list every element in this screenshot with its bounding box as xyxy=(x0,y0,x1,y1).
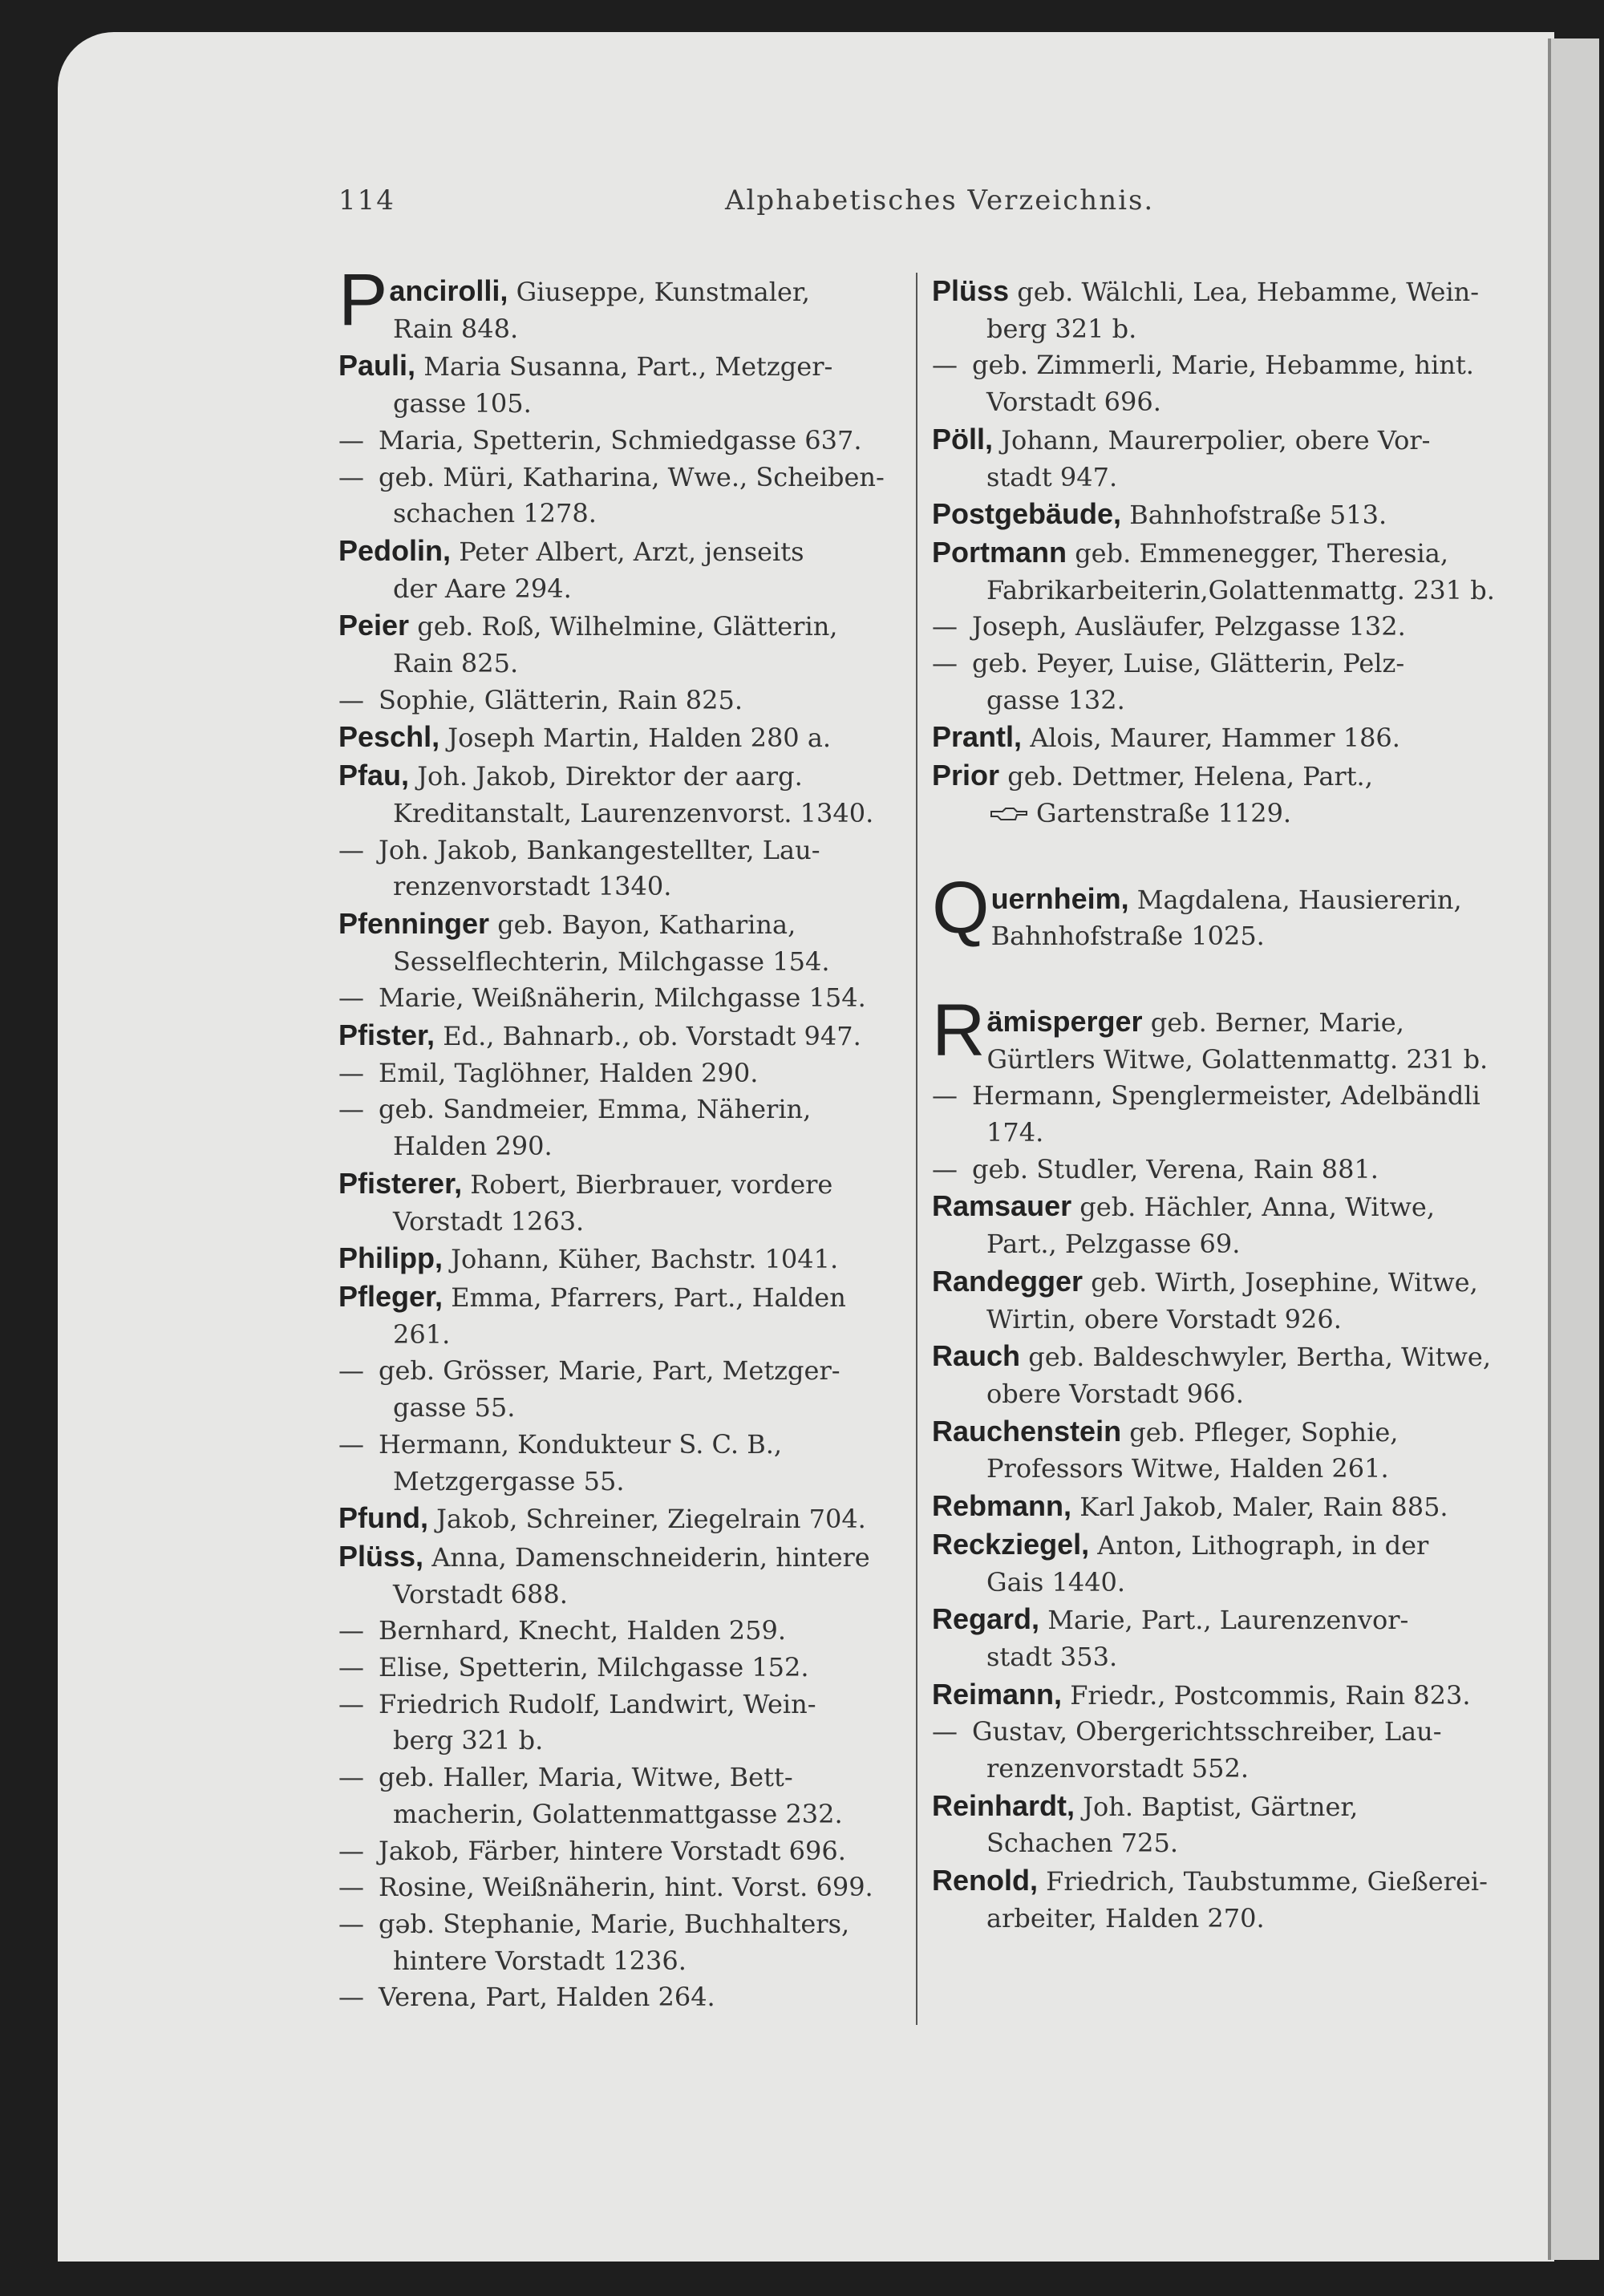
directory-entry xyxy=(338,460,908,532)
entry-text: Joseph, Ausläufer, Pelzgasse 132. xyxy=(972,611,1406,642)
entry-text: geb. Emmenegger, Theresia, xyxy=(1075,537,1449,569)
directory-entry xyxy=(338,832,908,905)
ditto-dash xyxy=(338,1091,379,1128)
entry-text: geb. Zimmerli, Marie, Hebamme, hint. xyxy=(972,350,1474,381)
entry-name: Reckziegel, xyxy=(932,1527,1090,1561)
directory-entry xyxy=(338,1906,908,1979)
entry-text: Friedrich Rudolf, Landwirt, Wein- xyxy=(379,1688,816,1719)
ditto-dash xyxy=(932,609,972,646)
ditto-dash xyxy=(338,682,379,719)
entry-text: Joseph Martin, Halden 280 a. xyxy=(448,723,832,754)
entry-text: Karl Jakob, Maler, Rain 885. xyxy=(1079,1492,1448,1523)
entry-text: Fabrikarbeiterin,Golattenmattg. 231 b. xyxy=(986,574,1495,605)
entry-name: Pfleger, xyxy=(338,1279,444,1313)
ditto-dash xyxy=(338,1833,379,1870)
entry-name: Pfister, xyxy=(338,1018,435,1052)
entry-text: Sesselflechterin, Milchgasse 154. xyxy=(393,946,830,977)
entry-text: Bahnhofstraße 513. xyxy=(1129,500,1387,531)
entry-text: geb. Hächler, Anna, Witwe, xyxy=(1079,1192,1435,1223)
directory-entry xyxy=(338,1427,908,1500)
entry-text: Rosine, Weißnäherin, hint. Vorst. 699. xyxy=(379,1872,873,1903)
directory-entry xyxy=(338,1759,908,1832)
entry-text: Wirtin, obere Vorstadt 926. xyxy=(986,1303,1342,1334)
entry-text: Bernhard, Knecht, Halden 259. xyxy=(379,1615,787,1646)
entry-text: geb. Roß, Wilhelmine, Glätterin, xyxy=(417,611,838,642)
entry-text: gasse 105. xyxy=(393,388,532,419)
entry-name: Pfau, xyxy=(338,759,410,792)
directory-entry xyxy=(932,1413,1501,1488)
entry-name: Prantl, xyxy=(932,720,1023,754)
entry-name: Reimann, xyxy=(932,1677,1063,1711)
entry-text: Verena, Part, Halden 264. xyxy=(379,1982,715,2013)
ditto-dash xyxy=(932,347,972,384)
entry-text: Alois, Maurer, Hammer 186. xyxy=(1030,723,1400,754)
column-divider xyxy=(916,273,917,2025)
directory-entry xyxy=(932,1338,1501,1412)
ditto-dash xyxy=(338,423,379,460)
entry-text: Part., Pelzgasse 69. xyxy=(986,1229,1241,1260)
section-initial: Q xyxy=(932,866,990,949)
directory-entry xyxy=(932,1078,1501,1151)
entry-name: Rauchenstein xyxy=(932,1414,1122,1448)
entry-text: 261. xyxy=(393,1318,451,1350)
entry-text: geb. Baldeschwyler, Bertha, Witwe, xyxy=(1028,1342,1491,1373)
directory-entry xyxy=(932,496,1501,534)
ditto-dash xyxy=(932,1152,972,1188)
entry-text: geb. Berner, Marie, xyxy=(1150,1006,1404,1038)
entry-text: Vorstadt 688. xyxy=(393,1578,568,1610)
entry-text: Friedrich, Taubstumme, Gießerei- xyxy=(1046,1866,1488,1897)
directory-entry xyxy=(932,347,1501,420)
ditto-dash xyxy=(338,1906,379,1943)
directory-entry xyxy=(338,1353,908,1426)
entry-name: Pfenninger xyxy=(338,906,490,940)
directory-entry xyxy=(338,1165,908,1240)
entry-text: renzenvorstadt 1340. xyxy=(393,871,672,902)
entry-name: ämisperger xyxy=(986,1004,1143,1038)
entry-name: Philipp, xyxy=(338,1241,443,1275)
directory-entry xyxy=(932,1188,1501,1262)
directory-entry xyxy=(338,980,908,1017)
directory-entry xyxy=(338,1687,908,1759)
directory-entry xyxy=(932,866,1501,955)
entry-text: Maria, Spetterin, Schmiedgasse 637. xyxy=(379,424,862,456)
entry-text: geb. Müri, Katharina, Wwe., Scheiben- xyxy=(379,461,885,492)
entry-text: Peter Albert, Arzt, jenseits xyxy=(459,536,804,567)
entry-text: Metzgergasse 55. xyxy=(393,1465,625,1496)
entry-name: Peier xyxy=(338,609,410,642)
entry-text: Schachen 725. xyxy=(986,1828,1179,1859)
directory-entry xyxy=(338,1055,908,1092)
ditto-dash xyxy=(338,980,379,1017)
ditto-dash xyxy=(932,646,972,682)
left-column xyxy=(338,259,908,2016)
directory-entry xyxy=(338,259,908,347)
directory-entry xyxy=(338,423,908,460)
entry-text: Ed., Bahnarb., ob. Vorstadt 947. xyxy=(443,1021,861,1052)
entry-text: Hermann, Spenglermeister, Adelbändli xyxy=(972,1080,1480,1112)
ditto-dash xyxy=(932,1078,972,1115)
directory-entry xyxy=(932,757,1501,832)
ditto-dash xyxy=(338,832,379,869)
entry-text: renzenvorstadt 552. xyxy=(986,1753,1250,1784)
directory-entry xyxy=(338,1017,908,1055)
directory-entry xyxy=(932,421,1501,496)
entry-text: Elise, Spetterin, Milchgasse 152. xyxy=(379,1652,809,1683)
entry-name: Postgebäude, xyxy=(932,497,1122,531)
entry-text: geb. Wirth, Josephine, Witwe, xyxy=(1091,1266,1478,1298)
entry-name: Pfisterer, xyxy=(338,1166,463,1200)
directory-entry xyxy=(932,1601,1501,1675)
entry-text: Vorstadt 696. xyxy=(986,387,1161,418)
section-initial: P xyxy=(338,259,388,341)
entry-name: Reinhardt, xyxy=(932,1788,1075,1822)
ditto-dash xyxy=(338,1687,379,1723)
ditto-dash xyxy=(338,1869,379,1906)
section-initial: R xyxy=(932,989,986,1071)
right-column xyxy=(932,273,1501,1938)
directory-entry xyxy=(932,609,1501,646)
entry-text: geb. Grösser, Marie, Part, Metzger- xyxy=(379,1355,840,1387)
ditto-dash xyxy=(338,1650,379,1687)
entry-text: Professors Witwe, Halden 261. xyxy=(986,1453,1389,1484)
pointing-hand-icon xyxy=(990,805,1028,824)
directory-entry xyxy=(932,1676,1501,1715)
entry-text: geb. Wälchli, Lea, Hebamme, Wein- xyxy=(1017,277,1480,307)
entry-name: Regard, xyxy=(932,1602,1040,1636)
directory-entry xyxy=(932,534,1501,609)
entry-text: Bahnhofstraße 1025. xyxy=(990,921,1265,952)
entry-text: Joh. Baptist, Gärtner, xyxy=(1083,1791,1359,1822)
directory-entry xyxy=(338,757,908,832)
entry-text: Anton, Lithograph, in der xyxy=(1097,1529,1429,1561)
entry-text: berg 321 b. xyxy=(393,1725,544,1756)
directory-entry xyxy=(932,1263,1501,1338)
entry-text: Jakob, Färber, hintere Vorstadt 696. xyxy=(379,1835,846,1866)
entry-text: geb. Dettmer, Helena, Part., xyxy=(1007,761,1373,792)
entry-text: Jakob, Schreiner, Ziegelrain 704. xyxy=(436,1504,866,1535)
directory-entry xyxy=(338,905,908,980)
directory-entry xyxy=(932,646,1501,719)
entry-name: Plüss xyxy=(932,274,1010,307)
entry-text: Emma, Pfarrers, Part., Halden xyxy=(451,1282,846,1313)
directory-entry xyxy=(338,1091,908,1164)
entry-text: Emil, Taglöhner, Halden 290. xyxy=(379,1057,759,1088)
entry-text: Johann, Küher, Bachstr. 1041. xyxy=(451,1244,839,1275)
entry-text: Friedr., Postcommis, Rain 823. xyxy=(1070,1679,1471,1711)
entry-text: hintere Vorstadt 1236. xyxy=(393,1945,687,1976)
entry-name: uernheim, xyxy=(990,881,1129,915)
directory-entry xyxy=(338,1979,908,2016)
directory-entry xyxy=(338,532,908,607)
entry-text: stadt 947. xyxy=(986,461,1118,492)
entry-text: Gartenstraße 1129. xyxy=(1036,797,1292,828)
directory-entry xyxy=(932,1862,1501,1937)
entry-name: Pöll, xyxy=(932,422,994,456)
entry-text: Gais 1440. xyxy=(986,1566,1126,1597)
entry-text: obere Vorstadt 966. xyxy=(986,1378,1244,1409)
entry-text: Gürtlers Witwe, Golattenmattg. 231 b. xyxy=(986,1043,1489,1075)
entry-text: geb. Bayon, Katharina, xyxy=(497,909,796,940)
ditto-dash xyxy=(338,1979,379,2016)
ditto-dash xyxy=(338,1613,379,1650)
page-number: 114 xyxy=(338,184,395,217)
entry-text: geb. Studler, Verena, Rain 881. xyxy=(972,1153,1379,1184)
entry-text: Giuseppe, Kunstmaler, xyxy=(516,277,810,307)
entry-text: Anna, Damenschneiderin, hintere xyxy=(431,1541,870,1573)
entry-name: Portmann xyxy=(932,535,1067,569)
entry-name: Rebmann, xyxy=(932,1489,1072,1523)
entry-text: stadt 353. xyxy=(986,1641,1118,1672)
entry-name: Rauch xyxy=(932,1339,1021,1373)
entry-text: gasse 55. xyxy=(393,1392,516,1423)
directory-entry xyxy=(932,1526,1501,1601)
directory-entry xyxy=(932,1488,1501,1526)
entry-text: Robert, Bierbrauer, vordere xyxy=(470,1168,833,1200)
directory-entry xyxy=(338,1869,908,1906)
entry-text: Johann, Maurerpolier, obere Vor- xyxy=(1001,424,1431,456)
entry-text: Kreditanstalt, Laurenzenvorst. 1340. xyxy=(393,797,874,828)
entry-text: Joh. Jakob, Direktor der aarg. xyxy=(417,761,803,792)
entry-text: gasse 132. xyxy=(986,684,1125,715)
entry-text: geb. Peyer, Luise, Glätterin, Pelz- xyxy=(972,648,1405,679)
entry-text: arbeiter, Halden 270. xyxy=(986,1902,1265,1934)
entry-text: macherin, Golattenmattgasse 232. xyxy=(393,1798,843,1829)
entry-name: Renold, xyxy=(932,1864,1038,1897)
entry-text: geb. Pfleger, Sophie, xyxy=(1129,1416,1399,1448)
document-page xyxy=(58,32,1554,2262)
directory-entry xyxy=(932,1788,1501,1862)
entry-text: Joh. Jakob, Bankangestellter, Lau- xyxy=(379,834,820,865)
directory-entry xyxy=(338,1538,908,1613)
directory-entry xyxy=(338,1500,908,1538)
entry-text: Gustav, Obergerichtsschreiber, Lau- xyxy=(972,1716,1442,1747)
entry-name: Pfund, xyxy=(338,1501,428,1535)
directory-entry xyxy=(338,607,908,682)
entry-text: Hermann, Kondukteur S. C. B., xyxy=(379,1428,783,1460)
directory-entry xyxy=(338,1613,908,1650)
entry-text: geb. Sandmeier, Emma, Näherin, xyxy=(379,1094,812,1125)
entry-text: schachen 1278. xyxy=(393,498,597,529)
entry-text: Marie, Weißnäherin, Milchgasse 154. xyxy=(379,982,866,1014)
page-edge xyxy=(1548,38,1599,2260)
entry-name: Ramsauer xyxy=(932,1189,1072,1223)
entry-name: Plüss, xyxy=(338,1539,424,1573)
entry-name: Pedolin, xyxy=(338,533,452,567)
ditto-dash xyxy=(338,1759,379,1796)
directory-entry xyxy=(338,1833,908,1870)
directory-entry xyxy=(338,347,908,422)
entry-text: Marie, Part., Laurenzenvor- xyxy=(1047,1605,1409,1636)
entry-text: Maria Susanna, Part., Metzger- xyxy=(423,351,833,383)
ditto-dash xyxy=(338,1427,379,1464)
entry-name: Randegger xyxy=(932,1264,1084,1298)
page-title: Alphabetisches Verzeichnis. xyxy=(725,184,1155,217)
directory-entry xyxy=(932,1152,1501,1188)
directory-entry xyxy=(338,1650,908,1687)
directory-entry xyxy=(932,989,1501,1078)
entry-text: berg 321 b. xyxy=(986,313,1137,344)
ditto-dash xyxy=(338,1055,379,1092)
entry-name: Prior xyxy=(932,759,1000,792)
entry-line xyxy=(932,796,1501,832)
entry-text: Rain 825. xyxy=(393,648,519,679)
entry-name: Peschl, xyxy=(338,720,440,754)
directory-entry xyxy=(338,682,908,719)
entry-text: geb. Haller, Maria, Witwe, Bett- xyxy=(379,1762,793,1793)
entry-name: Pauli, xyxy=(338,349,416,383)
entry-text: Vorstadt 1263. xyxy=(393,1205,585,1237)
entry-text: Halden 290. xyxy=(393,1131,553,1162)
entry-text: der Aare 294. xyxy=(393,573,572,604)
entry-text: Sophie, Glätterin, Rain 825. xyxy=(379,684,743,715)
directory-entry xyxy=(338,1278,908,1353)
entry-text: Rain 848. xyxy=(393,313,519,344)
entry-text: Magdalena, Hausiererin, xyxy=(1136,884,1462,915)
entry-text: gəb. Stephanie, Marie, Buchhalters, xyxy=(379,1908,850,1939)
directory-entry xyxy=(338,1240,908,1278)
ditto-dash xyxy=(338,460,379,496)
directory-entry xyxy=(338,719,908,757)
ditto-dash xyxy=(338,1353,379,1390)
directory-entry xyxy=(932,719,1501,757)
directory-entry xyxy=(932,1714,1501,1787)
directory-entry xyxy=(932,273,1501,347)
entry-name: ancirolli, xyxy=(389,274,508,307)
entry-text: 174. xyxy=(986,1117,1044,1148)
ditto-dash xyxy=(932,1714,972,1751)
